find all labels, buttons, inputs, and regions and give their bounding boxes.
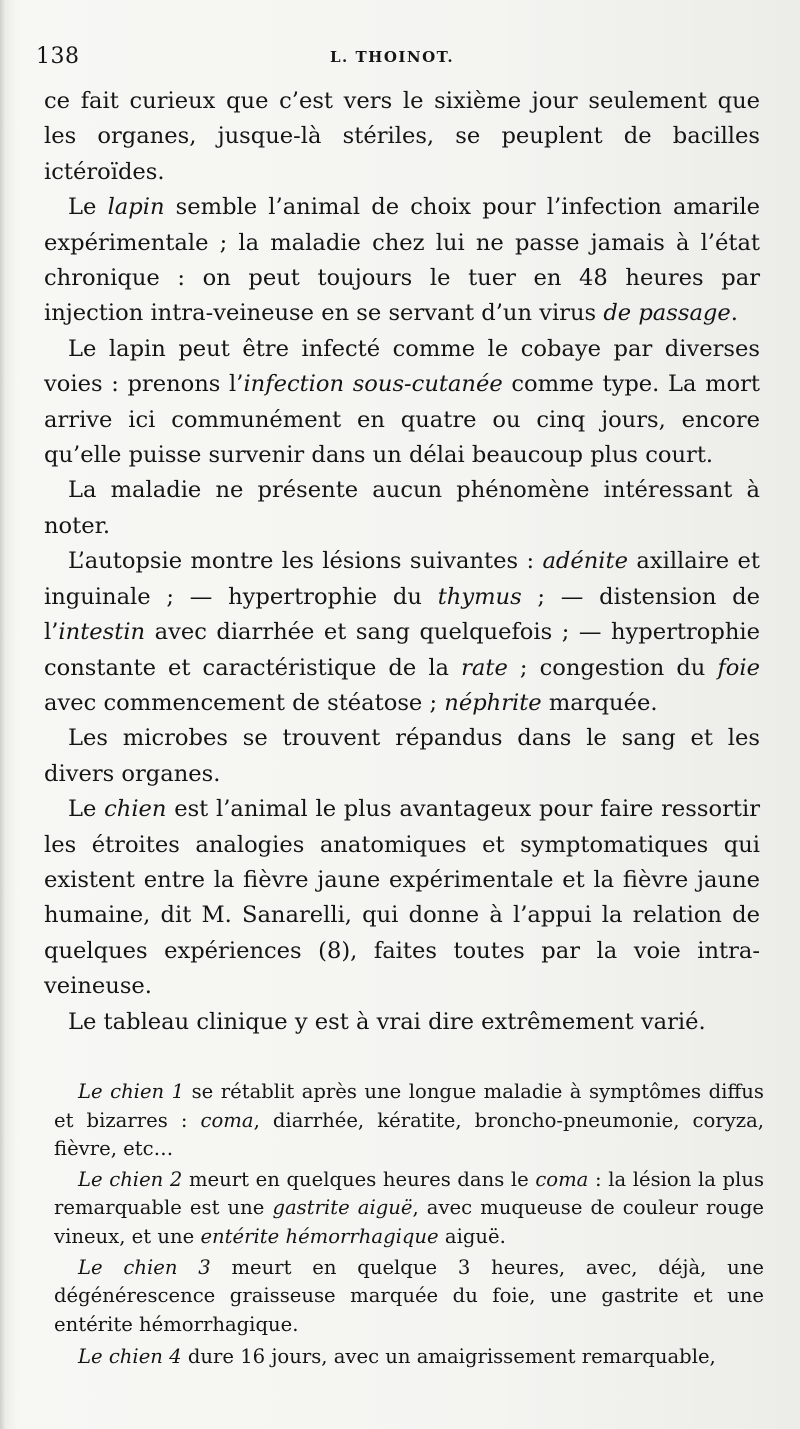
text-segment: L’autopsie montre les lésions suivantes : <box>68 548 543 575</box>
italic-text-segment: gastrite aiguë <box>272 1196 413 1220</box>
paragraph <box>44 721 760 792</box>
italic-text-segment: adénite <box>542 548 628 575</box>
note-paragraph <box>54 1343 764 1372</box>
page-number: 138 <box>36 44 80 69</box>
italic-text-segment: coma <box>535 1167 589 1191</box>
text-segment: ; congestion du <box>507 654 718 681</box>
text-segment: comme type. La mort arrive ici communément en quatre ou cinq jours, encore qu’elle puisse survenir dans un délai beaucoup plus court. <box>44 371 760 469</box>
text-segment: axillaire et inguinale ; — hypertrophie du <box>44 548 760 610</box>
text-segment: , diarrhée, kératite, broncho-pneumonie, coryza, fièvre, etc… <box>54 1108 765 1161</box>
text-segment: marquée. <box>541 689 658 716</box>
text-segment: aiguë. <box>438 1224 506 1248</box>
italic-text-segment: Le chien 4 <box>78 1345 182 1369</box>
text-segment: semble l’animal de choix pour l’infection amarile expérimentale ; la maladie chez lui ne passe jamais à l’état chronique : on peut toujours le tuer en 48 heures par injection intra-veineuse en se servant d’un virus <box>44 194 761 327</box>
text-segment: Le <box>68 194 108 221</box>
italic-text-segment: entérite hémorrhagique <box>200 1224 439 1248</box>
note-paragraph <box>54 1078 764 1164</box>
italic-text-segment: infection sous-cutanée <box>243 371 503 398</box>
italic-text-segment: Le chien 3 <box>78 1255 211 1279</box>
italic-text-segment: coma <box>200 1108 254 1132</box>
text-segment: dure 16 jours, avec un amaigrissement remarquable, <box>181 1345 716 1369</box>
text-segment: ; — distension de l’ <box>44 583 761 646</box>
paragraph <box>44 473 760 544</box>
page-header <box>30 44 770 74</box>
paragraph <box>44 84 760 190</box>
paragraph <box>44 332 760 474</box>
italic-text-segment: rate <box>461 654 508 681</box>
text-segment: avec commencement de stéatose ; <box>44 689 445 716</box>
text-segment: , avec muqueuse de couleur rouge vineux, et une <box>54 1196 764 1248</box>
text-segment: La maladie ne présente aucun phénomène intéressant à noter. <box>44 477 760 539</box>
note-paragraph <box>54 1166 764 1252</box>
text-segment: est l’animal le plus avantageux pour faire ressortir les étroites analogies anatomiques et symptomatiques qui existent entre la fièvre jaune expérimentale et la fièvre jaune humaine, dit M. Sanarelli, qui donne à l’appui la relation de quelques expériences (8), faites toutes par la voie intra-veineuse. <box>44 796 760 1000</box>
running-head: L. THOINOT. <box>330 48 455 66</box>
text-segment: Les microbes se trouvent répandus dans le sang et les divers organes. <box>44 725 760 787</box>
text-segment: ce fait curieux que c’est vers le sixième jour seulement que les organes, jusque-là stériles, se peuplent de bacilles ictéroïdes. <box>44 88 760 185</box>
text-segment: . <box>730 300 738 327</box>
italic-text-segment: Le chien 1 <box>78 1080 185 1103</box>
text-segment: meurt en quelques heures dans le <box>182 1167 536 1191</box>
paragraph <box>44 792 760 1004</box>
text-segment: Le lapin peut être infecté comme le cobaye par diverses voies : prenons l’ <box>44 335 760 398</box>
italic-text-segment: foie <box>717 654 760 681</box>
page-edge-shadow <box>0 0 6 1429</box>
text-segment: se rétablit après une longue maladie à symptômes diffus et bizarres : <box>54 1080 764 1132</box>
note-paragraph <box>54 1254 764 1340</box>
main-text <box>44 84 760 1040</box>
text-segment: Le <box>68 796 105 823</box>
paragraph <box>44 544 760 721</box>
italic-text-segment: lapin <box>107 194 165 221</box>
paragraph <box>44 1005 760 1040</box>
italic-text-segment: de passage <box>603 300 731 327</box>
paragraph <box>44 190 760 332</box>
text-segment: Le tableau clinique y est à vrai dire extrêmement varié. <box>68 1008 706 1035</box>
text-segment: avec diarrhée et sang quelquefois ; — hypertrophie constante et caractéristique de la <box>44 619 760 681</box>
italic-text-segment: thymus <box>437 583 522 610</box>
text-segment: meurt en quelque 3 heures, avec, déjà, une dégénérescence graisseuse marquée du foie, une gastrite et une entérite hémorrhagique. <box>54 1255 764 1336</box>
italic-text-segment: Le chien 2 <box>78 1167 183 1191</box>
text-segment: : la lésion la plus remarquable est une <box>54 1167 764 1220</box>
italic-text-segment: intestin <box>58 619 146 646</box>
italic-text-segment: néphrite <box>444 689 542 716</box>
small-print-notes <box>54 1078 764 1374</box>
italic-text-segment: chien <box>104 796 167 823</box>
